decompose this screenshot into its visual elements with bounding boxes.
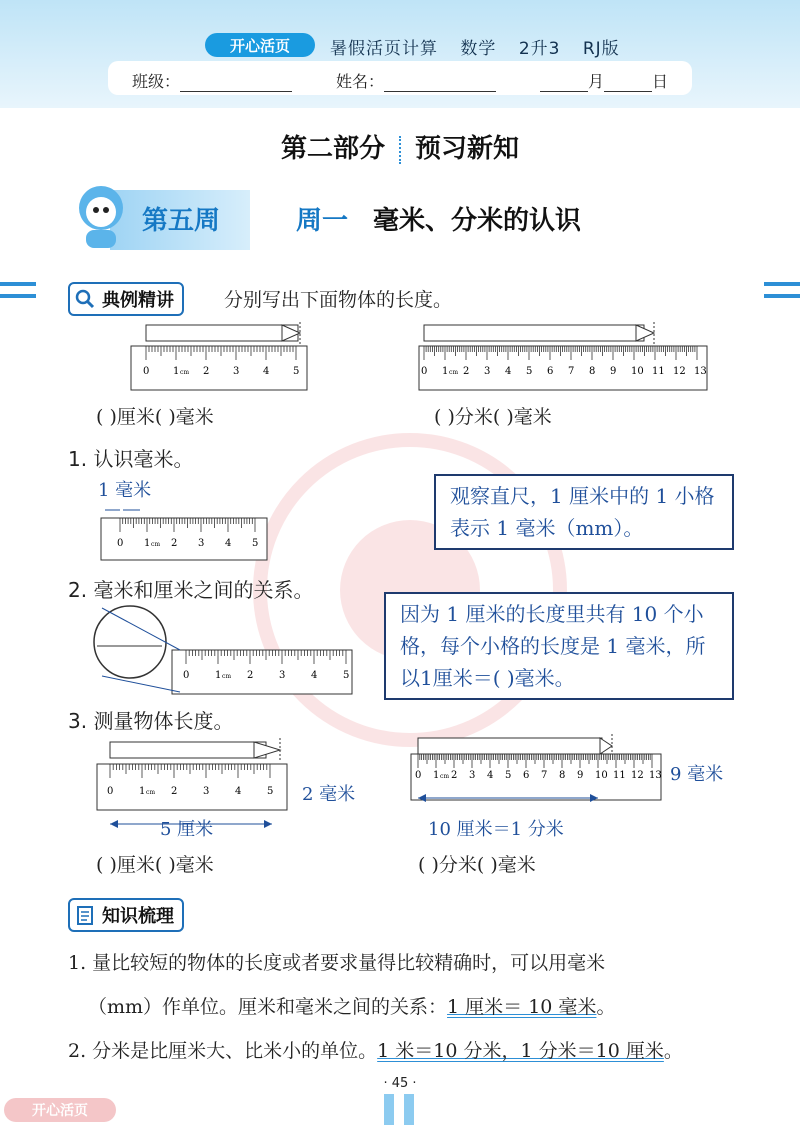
ruler-label: 0 [117, 538, 124, 549]
ruler-label: 3 [203, 786, 210, 797]
side-bar-left [0, 282, 36, 286]
part-label: 第二部分 [280, 134, 385, 164]
ruler-cm-label: cm [449, 369, 459, 376]
ruler-label: 2 [203, 366, 210, 377]
ruler-label: 5 [293, 366, 300, 377]
item2-note-box: 因为 1 厘米的长度里共有 10 个小格，每个小格的长度是 1 毫米，所以1厘米＝( )毫米。 [384, 592, 734, 700]
ruler-label: 5 [252, 538, 259, 549]
item2-ruler [92, 604, 354, 696]
ruler-label: 5 [343, 670, 350, 681]
day-label: 日 [652, 72, 669, 91]
ruler-label: 7 [541, 770, 548, 781]
ruler-label: 3 [484, 366, 491, 377]
ruler-label: 6 [547, 366, 554, 377]
ruler-label: 1 [215, 670, 222, 681]
knowledge-p1-line1: 1. 量比较短的物体的长度或者要求量得比较精确时，可以用毫米 [68, 952, 606, 974]
name-field[interactable] [336, 69, 496, 92]
ruler-label: 2 [463, 366, 470, 377]
item2-title: 2. 毫米和厘米之间的关系。 [68, 578, 314, 602]
knowledge-p2-key: 1 米＝10 分米，1 分米＝10 厘米 [377, 1040, 664, 1062]
item1-note-box: 观察直尺，1 厘米中的 1 小格表示 1 毫米（mm）。 [434, 474, 734, 550]
ruler-label: 2 [247, 670, 254, 681]
ruler-label: 0 [421, 366, 428, 377]
ruler-label: 3 [279, 670, 286, 681]
ruler-label: 5 [267, 786, 274, 797]
item1-ruler [100, 498, 270, 562]
knowledge-p1-end: 。 [596, 996, 616, 1018]
item3-left-extra: 2 毫米 [302, 784, 356, 805]
knowledge-p2-end: 。 [663, 1040, 683, 1062]
grade: 2升3 [518, 39, 561, 59]
ruler-cm-label: cm [180, 369, 190, 376]
item1-title: 1. 认识毫米。 [68, 447, 194, 471]
item3-right-extra: 9 毫米 [670, 764, 724, 785]
name-label: 姓名： [336, 72, 385, 91]
footer-bar [384, 1094, 394, 1125]
ruler-label: 9 [610, 366, 617, 377]
notebook-icon [74, 904, 96, 926]
week-label: 第五周 [142, 206, 221, 236]
ruler-label: 11 [613, 770, 626, 781]
knowledge-p2-start: 2. 分米是比厘米大、比米小的单位。 [68, 1040, 378, 1062]
ruler-label: 1 [144, 538, 151, 549]
ruler-label: 4 [263, 366, 270, 377]
header-title [330, 34, 636, 59]
series-name: 暑假活页计算 [330, 39, 438, 59]
magnifier-icon [74, 288, 96, 310]
ruler-label: 11 [652, 366, 665, 377]
ruler-label: 1 [433, 770, 440, 781]
ruler-label: 4 [225, 538, 232, 549]
example-tag [68, 282, 184, 316]
ruler-cm-label: cm [146, 789, 156, 796]
item3-title: 3. 测量物体长度。 [68, 709, 234, 733]
side-bar-right [764, 294, 800, 298]
ruler-label: 2 [451, 770, 458, 781]
item3-answer-left[interactable]: ( )厘米( )毫米 [96, 854, 214, 876]
ruler-label: 10 [631, 366, 644, 377]
date-field[interactable] [540, 69, 668, 92]
ruler-label: 10 [595, 770, 608, 781]
ruler-label: 9 [577, 770, 584, 781]
ruler-label: 1 [139, 786, 146, 797]
ruler-label: 4 [505, 366, 512, 377]
day-label: 周一 [296, 206, 349, 236]
ruler-label: 8 [559, 770, 566, 781]
example-answer-right[interactable]: ( )分米( )毫米 [434, 406, 552, 428]
knowledge-tag [68, 898, 184, 932]
ruler-label: 2 [171, 786, 178, 797]
example-tag-label: 典例精讲 [102, 290, 174, 311]
ruler-label: 1 [442, 366, 449, 377]
edition: RJ版 [582, 39, 620, 59]
ruler-label: 0 [143, 366, 150, 377]
part-name: 预习新知 [415, 134, 520, 164]
ruler-cm-label: cm [222, 673, 232, 680]
ruler-label: 8 [589, 366, 596, 377]
ruler-label: 3 [233, 366, 240, 377]
ruler-label: 5 [505, 770, 512, 781]
ruler-label: 3 [198, 538, 205, 549]
ruler-label: 6 [523, 770, 530, 781]
side-bar-left [0, 294, 36, 298]
page-number: · 45 · [383, 1076, 417, 1091]
class-field[interactable] [132, 69, 292, 92]
ruler-label: 4 [311, 670, 318, 681]
ruler-label: 13 [694, 366, 707, 377]
subject: 数学 [460, 39, 497, 59]
item3-right-label: 10 厘米＝1 分米 [428, 819, 564, 840]
ruler-label: 7 [568, 366, 575, 377]
ruler-label: 3 [469, 770, 476, 781]
knowledge-p1-line2 [88, 992, 748, 1019]
item3-left-label: 5 厘米 [160, 819, 214, 840]
ruler-label: 4 [487, 770, 494, 781]
item1-mm-label: 1 毫米 [98, 480, 152, 501]
ruler-cm-label: cm [151, 541, 161, 548]
ruler-label: 1 [173, 366, 180, 377]
knowledge-p2 [68, 1036, 768, 1063]
ruler-label: 4 [235, 786, 242, 797]
ruler-label: 0 [415, 770, 422, 781]
knowledge-tag-label: 知识梳理 [102, 906, 174, 927]
month-label: 月 [588, 72, 605, 91]
ruler-label: 0 [107, 786, 114, 797]
side-bar-right [764, 282, 800, 286]
footer-brand: 开心活页 [4, 1098, 116, 1122]
student-info-bar [108, 61, 692, 95]
example-answer-left[interactable]: ( )厘米( )毫米 [96, 406, 214, 428]
item3-answer-right[interactable]: ( )分米( )毫米 [418, 854, 536, 876]
ruler-cm-label: cm [440, 773, 450, 780]
ruler-label: 12 [631, 770, 644, 781]
week-band [110, 188, 770, 252]
example-prompt: 分别写出下面物体的长度。 [224, 289, 453, 311]
example-ruler-left [130, 322, 310, 392]
lesson-topic: 毫米、分米的认识 [373, 206, 582, 236]
class-label: 班级： [132, 72, 181, 91]
footer-bar [404, 1094, 414, 1125]
ruler-label: 0 [183, 670, 190, 681]
ruler-label: 5 [526, 366, 533, 377]
part-title [0, 128, 800, 165]
ruler-label: 2 [171, 538, 178, 549]
ruler-label: 12 [673, 366, 686, 377]
knowledge-p1-cont: （mm）作单位。厘米和毫米之间的关系： [88, 996, 448, 1018]
example-ruler-right [418, 322, 708, 392]
knowledge-p1-key: 1 厘米＝ 10 毫米 [447, 996, 597, 1018]
ruler-label: 13 [649, 770, 662, 781]
brand-logo: 开心活页 [205, 33, 315, 57]
